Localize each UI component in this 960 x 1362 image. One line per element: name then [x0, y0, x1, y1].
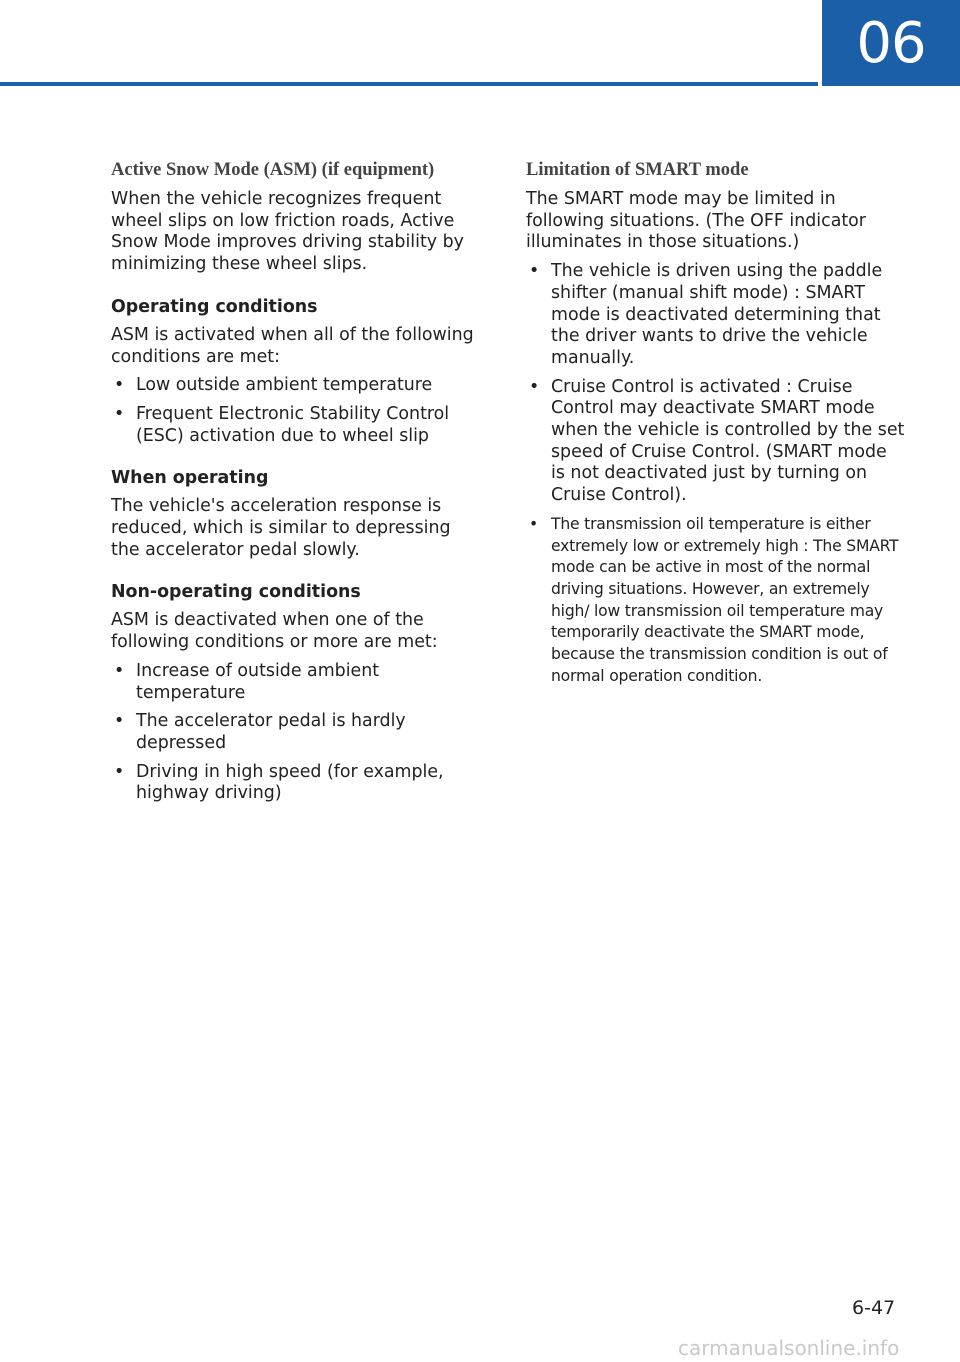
page-number: 6-47: [852, 1297, 896, 1319]
when-operating-title: When operating: [111, 468, 269, 489]
list-item: • The accelerator pedal is hardly depressed: [111, 711, 483, 754]
header-rule: [0, 82, 818, 86]
asm-intro: When the vehicle recognizes frequent wheel slips on low friction roads, Active Snow Mode improves driving stability by minimizing these wheel slips.: [111, 189, 464, 275]
smart-limitation-intro: The SMART mode may be limited in following situations. (The OFF indicator illuminates in those situations.): [526, 189, 866, 253]
chapter-tab: [822, 0, 960, 86]
operating-conditions-text: ASM is activated when all of the following conditions are met:: [111, 324, 474, 367]
list-item: • The vehicle is driven using the paddle shifter (manual shift mode) : SMART mode is deactivated determining that the driver wants to drive the vehicle manually.: [526, 261, 906, 370]
list-item: • Cruise Control is activated : Cruise Control may deactivate SMART mode when the vehicle is controlled by the set speed of Cruise Control. (SMART mode is not deactivated just by turning on Cruise Control).: [526, 377, 906, 507]
watermark: carmanualsonline.info: [678, 1336, 900, 1360]
non-operating-conditions-list: [111, 661, 483, 805]
list-item: • Driving in high speed (for example, highway driving): [111, 762, 483, 805]
right-column: [526, 158, 906, 707]
non-operating-conditions-text: ASM is deactivated when one of the following conditions or more are met:: [111, 610, 438, 653]
list-item: • Increase of outside ambient temperature: [111, 661, 483, 704]
when-operating-text: The vehicle's acceleration response is reduced, which is similar to depressing the accelerator pedal slowly.: [111, 496, 451, 560]
smart-limitation-list: [526, 261, 906, 687]
asm-section-title: Active Snow Mode (ASM) (if equipment): [111, 160, 435, 180]
non-operating-conditions-title: Non-operating conditions: [111, 582, 361, 603]
list-item: • Frequent Electronic Stability Control (ESC) activation due to wheel slip: [111, 404, 483, 447]
operating-conditions-list: [111, 375, 483, 447]
list-item: • The transmission oil temperature is either extremely low or extremely high : The SMART mode can be active in most of the normal driving situations. However, an extremely high/ low transmission oil temperature may temporarily deactivate the SMART mode, because the transmission condition is out of normal operation condition.: [526, 514, 906, 688]
operating-conditions-title: Operating conditions: [111, 296, 318, 317]
chapter-number: 06: [856, 10, 926, 76]
list-item: • Low outside ambient temperature: [111, 375, 483, 397]
left-column: [111, 158, 483, 825]
smart-limitation-title: Limitation of SMART mode: [526, 160, 749, 180]
